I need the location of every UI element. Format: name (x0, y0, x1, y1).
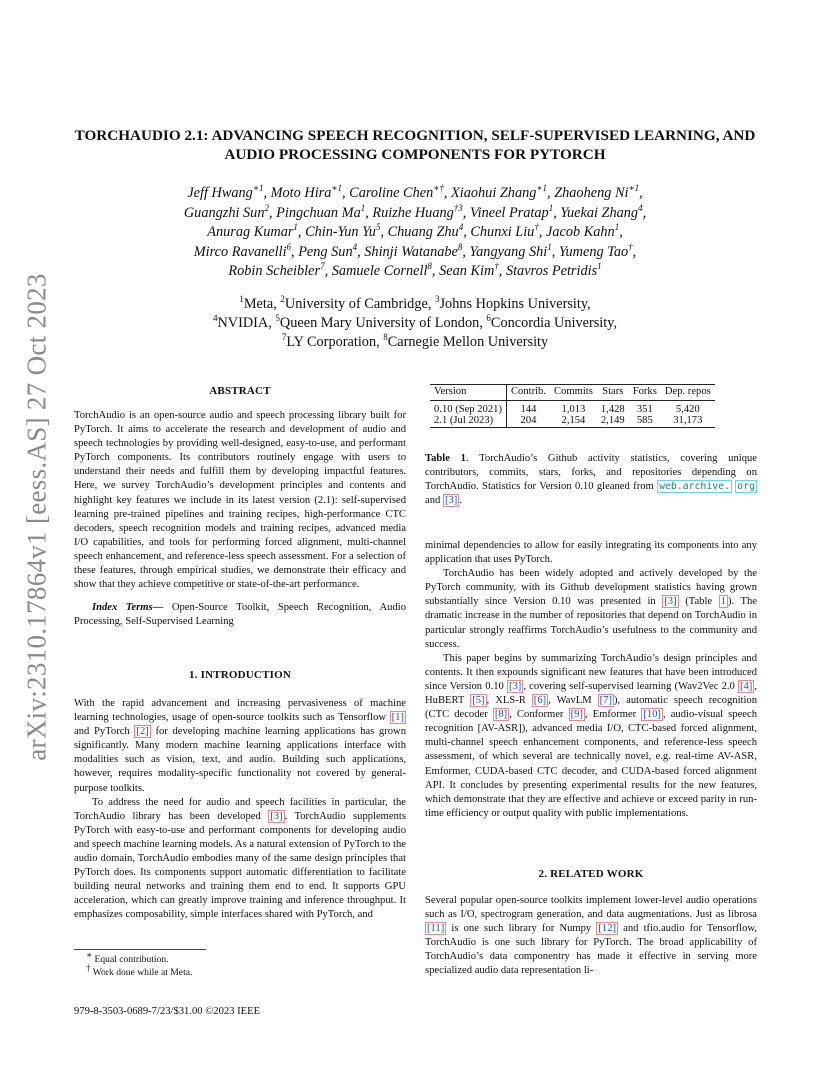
author-affiliation-mark: 7 (320, 261, 325, 272)
copyright-footer: 979-8-3503-0689-7/23/$31.00 ©2023 IEEE (74, 1006, 261, 1017)
author-affiliation-mark: ∗1 (628, 183, 640, 194)
footnote-mark: ∗ (86, 949, 93, 960)
author-name: Caroline Chen (349, 185, 434, 201)
affiliation-number: 7 (281, 332, 287, 343)
affiliation-name: Johns Hopkins University (439, 296, 588, 312)
author-name: Yumeng Tao (558, 243, 629, 260)
table-cell: 204 (520, 415, 537, 426)
table-cell: 585 (636, 415, 653, 426)
affiliation-number: 4 (212, 313, 218, 324)
author-affiliation-mark: †3 (453, 202, 463, 213)
citation-link[interactable]: [5] (472, 695, 485, 707)
author-affiliation-mark: ∗1 (252, 183, 264, 194)
table-header-cell: Version (430, 385, 506, 401)
footnote-text: Equal contribution. (92, 954, 169, 965)
author-affiliation-mark: 1 (293, 222, 298, 233)
affiliation-line: $^1$Meta, $^2$University of Cambridge, $^3$Johns Hopkins University, (239, 294, 591, 312)
index-terms-text: Open-Source Toolkit, Speech Recognition, Audio Processing, Self-Supervised Learning (74, 602, 406, 628)
arxiv-identifier: arXiv:2310.17864v1 [eess.AS] 27 Oct 2023 (21, 273, 52, 761)
citation-link[interactable]: [10] (643, 709, 661, 721)
related-paragraph-1: Several popular open-source toolkits implement lower-level audio operations such as I/O, spectrogram generation, and data augmentations. Just as librosa [11] is one such library for Numpy [12] and tfio.audio for Tensorflow, TorchAudio is one such library for PyTorch. The broad applicability of TorchAudio’s data componentry has made it effective in serving more specialized audio data representation li- (425, 895, 757, 977)
table-cell: 2,149 (600, 415, 625, 426)
author-name: Jacob Kahn (545, 224, 615, 240)
citation-link[interactable]: [7] (599, 695, 612, 707)
author-name: Samuele Cornell (331, 263, 428, 279)
author-line: Anurag Kumar$^1$, Chin-Yun Yu$^5$, Chuang Zhu$^4$, Chunxi Liu†, Jacob Kahn$^1$, (207, 222, 623, 240)
author-affiliation-mark: 6 (286, 241, 292, 252)
affiliation-line: $^4$NVIDIA, $^5$Queen Mary University of London, $^6$Concordia University, (212, 313, 618, 331)
citation-link[interactable]: [3] (444, 495, 458, 507)
table-row (430, 415, 715, 428)
abstract-text: TorchAudio is an open-source audio and speech processing library built for PyTorch. It aims to accelerate the research and development of audio and speech technologies by providing well-designed, easy-to-use, and performant PyTorch components. Its contributors routinely engage with users to understand their needs and fulfill them by developing impactful features. Here, we survey TorchAudio’s development principles and contents and highlight key features we include in its latest version (2.1): self-supervised learning pre-trained pipelines and training recipes, high-performance CTC decoders, speech recognition models and training recipes, advanced media I/O capabilities, and tools for performing forced alignment, multi-channel speech enhancement, and reference-less speech assessment. For a selection of these features, through empirical studies, we demonstrate their efficacy and show that they achieve competitive or state-of-the-art performance. (74, 410, 406, 591)
affiliation-number: 3 (434, 294, 440, 305)
author-affiliation-mark: ∗1 (536, 183, 548, 194)
author-affiliation-mark: 1 (547, 241, 552, 252)
author-name: Shinji Watanabe (364, 243, 458, 260)
footnote-text: Work done while at Meta. (90, 967, 193, 978)
right-paragraph-1: TorchAudio has been widely adopted and actively developed by the PyTorch community, with its Github development statistics having grown substantially since Version 0.10 was presented in [3] (Table 1 ). The dramatic increase in the number of repositories that depend on TorchAudio in particular strongly reaffirms TorchAudio’s usefulness to the community and success. (425, 568, 757, 650)
intro-paragraph-2: To address the need for audio and speech facilities in particular, the TorchAudio library has been developed [3] . TorchAudio supplements PyTorch with easy-to-use and performant components for developing audio and speech machine learning models. As a natural extension of PyTorch to the audio domain, TorchAudio embodies many of the same design principles that PyTorch does. Its components support automatic differentiation to facilitate building neural networks and training them end to end. It supports GPU acceleration, which can greatly improve training and inference throughput. It emphasizes composability, simple interfaces shared with PyTorch, and (74, 796, 406, 921)
author-affiliation-mark: ∗† (433, 183, 444, 194)
author-name: Xiaohui Zhang (451, 185, 537, 201)
abstract-body (74, 409, 406, 629)
author-affiliation-mark: 1 (614, 222, 620, 233)
index-terms (74, 601, 406, 629)
author-name: Chuang Zhu (387, 224, 459, 240)
author-name: Stavros Petridis (505, 263, 598, 279)
table-row (430, 401, 715, 416)
affiliation-name: University of Cambridge (284, 296, 428, 312)
citation-link[interactable]: [4] (739, 680, 753, 692)
citation-link[interactable]: [1] (391, 712, 404, 724)
author-affiliation-mark: 8 (457, 241, 463, 252)
table-caption-label: Table 1 (425, 453, 466, 464)
intro-paragraph-1: With the rapid advancement and increasing pervasiveness of machine learning technologies, usage of open-source toolkits such as Tensorflow [1] and PyTorch [2] for developing machine learning applications has grown significantly. Many modern machine learning applications interface with modalities such as vision, text, and audio. Building such applications, however, requires modality-specific functionality not covered by general-purpose toolkits. (74, 698, 406, 794)
table-header-cell: Contrib. (510, 386, 547, 397)
author-name: Robin Scheibler (228, 263, 321, 279)
table-caption (425, 452, 757, 508)
affiliation-list (80, 295, 750, 352)
table-cell: 1,428 (600, 404, 625, 415)
table-cell: 2.1 (Jul 2023) (430, 415, 506, 428)
author-name: Chin-Yun Yu (305, 224, 376, 240)
related-work-heading: 2. RELATED WORK (538, 868, 644, 880)
citation-link[interactable]: [3] (508, 680, 522, 692)
affiliation-name: Concordia University (490, 315, 614, 331)
table-header-row (430, 385, 715, 401)
affiliation-name: Carnegie Mellon University (387, 334, 549, 350)
author-line: Guangzhi Sun$^2$, Pingchuan Ma$^1$, Ruizhe Huang$^{\dagger 3}$, Vineel Pratap$^1$, Yuekai Zhang$^4$, (183, 202, 647, 221)
author-name: Guangzhi Sun (183, 204, 265, 221)
citation-link[interactable]: 1 (720, 596, 726, 608)
footnote-mark: † (86, 962, 91, 973)
author-name: Mirco Ravanelli (193, 243, 287, 260)
table-cell: 0.10 (Sep 2021) (430, 401, 506, 416)
footnotes (74, 949, 406, 979)
author-affiliation-mark: 4 (458, 222, 464, 233)
author-line: Robin Scheibler$^7$, Samuele Cornell$^8$, Sean Kim†, Stavros Petridis$^1$ (228, 261, 602, 279)
citation-link[interactable]: [11] (427, 923, 445, 935)
author-affiliation-mark: ∗1 (331, 183, 343, 194)
author-affiliation-mark: 4 (352, 241, 358, 252)
index-terms-label: Index Terms— (92, 602, 164, 614)
right-paragraph-0: minimal dependencies to allow for easily integrating its components into any application that uses PyTorch. (425, 540, 757, 566)
right-column-body (425, 539, 757, 821)
affiliation-number: 1 (239, 294, 244, 305)
footnote (74, 949, 406, 966)
citation-link[interactable]: [2] (136, 726, 149, 738)
author-line: Mirco Ravanelli$^6$, Peng Sun$^4$, Shinji Watanabe$^8$, Yangyang Shi$^1$, Yumeng Tao†, (193, 241, 637, 260)
table-cell: 1,013 (561, 404, 586, 415)
author-affiliation-mark: 2 (264, 202, 269, 213)
author-name: Jeff Hwang (187, 185, 253, 201)
author-name: Ruizhe Huang (372, 204, 454, 221)
table-cell: 144 (520, 404, 537, 415)
right-paragraph-2: This paper begins by summarizing TorchAudio’s design principles and contents. It then expounds significant new features that have been introduced since Version 0.10 [3] , covering self-supervised learning (Wav2Vec 2.0 [4] , HuBERT [5] , XLS-R [6] , WavLM [7] ), automatic speech recognition (CTC decoder [8] , Conformer [9] , Emformer [10] , audio-visual speech recognition [AV-ASR]), advanced media I/O, CTC-based forced alignment, multi-channel speech enhancement components, and reference-less speech assessment, of which several are technically novel, e.g. real-time AV-ASR, Emformer, CUDA-based CTC decoder, and CUDA-based forced alignment API. It concludes by presenting experimental results for the new features, which demonstrate that they are effective and achieve or exceed parity in run-time efficiency or output quality with public implementations. (425, 652, 758, 819)
table-header-cell: Forks (632, 386, 657, 397)
author-affiliation-mark: 1 (360, 202, 366, 213)
author-name: Chunxi Liu (470, 224, 535, 240)
affiliation-number: 6 (486, 313, 491, 324)
affiliation-name: LY Corporation (286, 334, 377, 350)
affiliation-line: $^7$LY Corporation, $^8$Carnegie Mellon University (281, 332, 549, 350)
table-body (430, 401, 715, 428)
table-header-cell: Commits (554, 386, 593, 397)
table-header-cell: Stars (602, 386, 624, 397)
author-affiliation-mark: 8 (427, 261, 432, 272)
author-affiliation-mark: 1 (597, 261, 602, 272)
citation-link[interactable]: [9] (570, 709, 583, 721)
citation-link[interactable]: [3] (270, 810, 283, 822)
author-name: Anurag Kumar (207, 224, 294, 240)
author-name: Zhaoheng Ni (554, 185, 629, 201)
footnote-rule (74, 949, 206, 950)
affiliation-number: 2 (280, 294, 285, 305)
author-affiliation-mark: 5 (375, 222, 381, 233)
table-header-cell: Dep. repos (664, 386, 711, 397)
url-link[interactable]: org (737, 481, 755, 493)
author-name: Moto Hira (270, 185, 332, 201)
introduction-heading: 1. INTRODUCTION (188, 669, 291, 681)
author-affiliation-mark: 4 (638, 202, 643, 213)
author-name: Yuekai Zhang (560, 204, 639, 221)
author-affiliation-mark: † (628, 241, 633, 252)
table-cell: 351 (636, 404, 653, 415)
author-name: Pingchuan Ma (276, 204, 361, 221)
citation-link[interactable]: [3] (664, 596, 677, 608)
author-line: Jeff Hwang$^{∗1}$, Moto Hira$^{∗1}$, Caroline Chen∗†, Xiaohui Zhang$^{∗1}$, Zhaoheng $Ni^{∗1}$, (187, 183, 643, 201)
paper-title: TORCHAUDIO 2.1: ADVANCING SPEECH RECOGNITION, SELF-SUPERVISED LEARNING, AND AUDIO PROCESSING COMPONENTS FOR PYTORCH (74, 127, 756, 163)
table-cell: 5,420 (675, 404, 700, 415)
citation-link[interactable]: [12] (598, 923, 617, 935)
affiliation-name: Meta (243, 296, 274, 312)
introduction-body (74, 697, 406, 923)
author-name: Vineel Pratap (469, 204, 549, 221)
citation-link[interactable]: [8] (494, 709, 508, 721)
author-name: Sean Kim (439, 263, 495, 279)
stats-table-wrap (430, 384, 715, 428)
abstract-heading: ABSTRACT (209, 385, 271, 397)
affiliation-name: Queen Mary University of London (279, 315, 480, 331)
related-work-body (425, 894, 757, 979)
footnote (74, 962, 406, 979)
affiliation-name: NVIDIA (217, 315, 269, 331)
table-caption-text: . TorchAudio’s Github activity statistics, covering unique contributors, commits, stars, forks, and repositories depending on TorchAudio. Statistics for Version 0.10 gleaned from web.archive. org and [3] . (425, 453, 757, 507)
author-affiliation-mark: 1 (548, 202, 554, 213)
citation-link[interactable]: [6] (533, 695, 547, 707)
author-affiliation-mark: † (494, 261, 499, 272)
affiliation-number: 5 (275, 313, 280, 324)
table-cell: 2,154 (561, 415, 586, 426)
author-name: Peng Sun (298, 243, 353, 260)
url-link[interactable]: web.archive. (659, 481, 730, 493)
table-cell: 31,173 (673, 415, 703, 426)
author-list (80, 184, 750, 282)
github-stats-table (430, 384, 715, 428)
affiliation-number: 8 (383, 332, 388, 343)
author-name: Yangyang Shi (469, 243, 548, 260)
author-affiliation-mark: † (534, 222, 539, 233)
